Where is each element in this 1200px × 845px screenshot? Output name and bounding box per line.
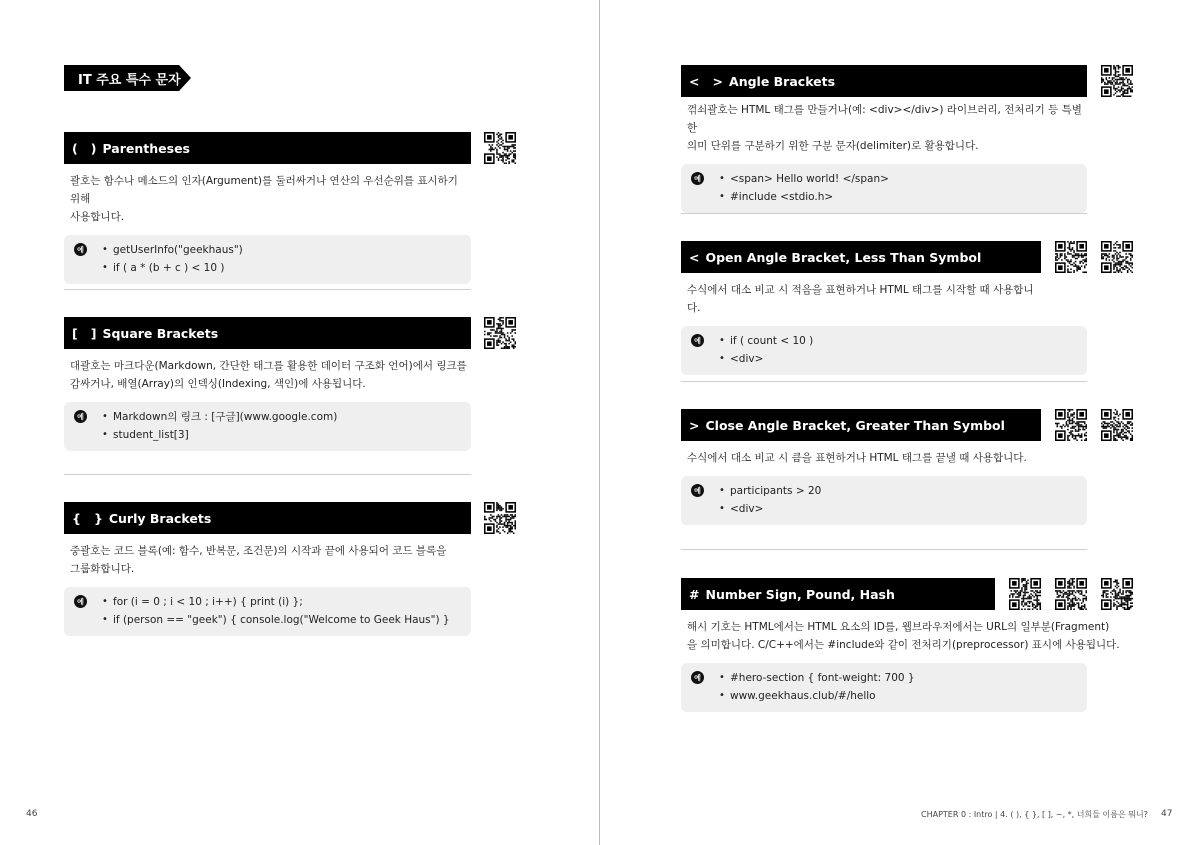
- example-item: • #hero-section { font-weight: 700 }: [719, 669, 1077, 687]
- left-page: [0, 0, 599, 845]
- section-header: [64, 502, 471, 534]
- example-item: • #include <stdio.h>: [719, 188, 1077, 206]
- qr-code-icon[interactable]: [1101, 65, 1133, 97]
- section-parentheses: [64, 132, 471, 284]
- section-title: Number Sign, Pound, Hash: [705, 586, 895, 602]
- qr-code-icon[interactable]: [1055, 241, 1087, 273]
- qr-code-icon[interactable]: [1101, 578, 1133, 610]
- section-angle-brackets: [681, 65, 1087, 213]
- example-badge-icon: 예: [74, 595, 87, 608]
- example-box: [681, 476, 1087, 525]
- section-curly-brackets: [64, 502, 471, 636]
- section-symbol: #: [689, 586, 700, 602]
- description-line: 을 의미합니다. C/C++에서는 #include와 같이 전처리기(preprocessor) 표시에 사용됩니다.: [687, 639, 1120, 651]
- example-badge-icon: 예: [691, 172, 704, 185]
- example-badge-icon: 예: [691, 334, 704, 347]
- section-description: [687, 618, 1120, 654]
- qr-code-icon[interactable]: [1101, 409, 1133, 441]
- example-item: • www.geekhaus.club/#/hello: [719, 687, 1077, 705]
- section-header: [64, 317, 471, 349]
- section-symbol: <: [689, 249, 700, 265]
- description-line: 괄호는 함수나 메소드의 인자(Argument)를 둘러싸거나 연산의 우선순위를 표시하기 위해: [70, 175, 458, 205]
- description-line: 그룹화합니다.: [70, 563, 135, 575]
- example-box: [681, 164, 1087, 213]
- section-description: [70, 172, 471, 226]
- qr-code-icon[interactable]: [1055, 578, 1087, 610]
- section-open-angle-bracket: [681, 241, 1041, 375]
- example-list: [691, 482, 1077, 518]
- example-item: • if ( a * (b + c ) < 10 ): [102, 259, 461, 277]
- example-box: [64, 587, 471, 636]
- right-page: [600, 0, 1200, 845]
- section-divider: [681, 549, 1087, 550]
- section-title: Open Angle Bracket, Less Than Symbol: [705, 249, 982, 265]
- description-line: 꺾쇠괄호는 HTML 태그를 만들거나(예: <div></div>) 라이브러리, 전처리기 등 특별한: [687, 104, 1082, 134]
- section-title: Angle Brackets: [729, 73, 836, 89]
- example-box: [681, 663, 1087, 712]
- page-number: 47: [1161, 809, 1173, 819]
- section-title: Close Angle Bracket, Greater Than Symbol: [705, 417, 1005, 433]
- page-number: 46: [26, 809, 38, 819]
- section-header: [681, 65, 1087, 97]
- qr-code-icon[interactable]: [1009, 578, 1041, 610]
- section-description: [687, 101, 1087, 155]
- example-item: • student_list[3]: [102, 426, 461, 444]
- example-badge-icon: 예: [691, 671, 704, 684]
- description-line: 해시 기호는 HTML에서는 HTML 요소의 ID를, 웹브라우저에서는 URL의 일부분(Fragment): [687, 621, 1110, 633]
- example-item: • for (i = 0 ; i < 10 ; i++) { print (i) };: [102, 593, 461, 611]
- qr-code-icon[interactable]: [1055, 409, 1087, 441]
- section-symbol: >: [689, 417, 700, 433]
- example-item: • participants > 20: [719, 482, 1077, 500]
- section-divider: [681, 213, 1087, 214]
- description-line: 감싸거나, 배열(Array)의 인덱싱(Indexing, 색인)에 사용됩니다.: [70, 378, 366, 390]
- example-box: [681, 326, 1087, 375]
- description-line: 대괄호는 마크다운(Markdown, 간단한 태그를 활용한 데이터 구조화 언어)에서 링크를: [70, 360, 467, 372]
- section-header: [681, 241, 1041, 273]
- description-line: 중괄호는 코드 블록(예: 함수, 반복문, 조건문)의 시작과 끝에 사용되어 코드 블록을: [70, 545, 447, 557]
- chapter-footer: CHAPTER 0 : Intro | 4. ( ), { }, [ ], ~, *, 너희들 이름은 뭐니?: [921, 810, 1148, 819]
- example-item: • if ( count < 10 ): [719, 332, 1077, 350]
- example-badge-icon: 예: [74, 243, 87, 256]
- section-divider: [64, 474, 471, 475]
- section-header: [64, 132, 471, 164]
- example-box: [64, 235, 471, 284]
- qr-code-icon[interactable]: [484, 317, 516, 349]
- example-item: • getUserInfo("geekhaus"): [102, 241, 461, 259]
- section-divider: [681, 381, 1087, 382]
- description-line: 수식에서 대소 비교 시 적음을 표현하거나 HTML 태그를 시작할 때 사용합니다.: [687, 284, 1034, 314]
- section-symbol: < >: [689, 73, 724, 89]
- section-description: [687, 281, 1041, 317]
- example-box: [64, 402, 471, 451]
- description-line: 수식에서 대소 비교 시 큼을 표현하거나 HTML 태그를 끝낼 때 사용합니다.: [687, 452, 1027, 464]
- section-symbol: ( ): [72, 140, 97, 156]
- example-item: • <span> Hello world! </span>: [719, 170, 1077, 188]
- section-header: [681, 409, 1041, 441]
- section-title: Parentheses: [102, 140, 190, 156]
- chapter-tag: [64, 65, 191, 91]
- section-number-sign: [681, 578, 1120, 712]
- section-symbol: [ ]: [72, 325, 97, 341]
- example-item: • if (person == "geek") { console.log("Welcome to Geek Haus") }: [102, 611, 461, 629]
- section-square-brackets: [64, 317, 471, 451]
- example-list: [74, 408, 461, 444]
- section-close-angle-bracket: [681, 409, 1041, 525]
- description-line: 의미 단위를 구분하기 위한 구분 문자(delimiter)로 활용합니다.: [687, 140, 979, 152]
- example-item: • <div>: [719, 500, 1077, 518]
- example-list: [691, 170, 1077, 206]
- description-line: 사용합니다.: [70, 211, 125, 223]
- section-header: [681, 578, 995, 610]
- example-list: [74, 241, 461, 277]
- qr-code-icon[interactable]: [1101, 241, 1133, 273]
- section-description: [70, 357, 471, 393]
- chapter-tag-label: IT 주요 특수 문자: [78, 73, 181, 88]
- example-list: [691, 332, 1077, 368]
- section-title: Square Brackets: [102, 325, 219, 341]
- example-badge-icon: 예: [691, 484, 704, 497]
- section-title: Curly Brackets: [108, 510, 212, 526]
- qr-code-icon[interactable]: [484, 132, 516, 164]
- example-list: [691, 669, 1077, 705]
- example-item: • <div>: [719, 350, 1077, 368]
- section-description: [687, 449, 1041, 467]
- section-description: [70, 542, 471, 578]
- example-badge-icon: 예: [74, 410, 87, 423]
- example-item: • Markdown의 링크 : [구글](www.google.com): [102, 408, 461, 426]
- example-list: [74, 593, 461, 629]
- section-symbol: { }: [72, 510, 103, 526]
- section-divider: [64, 289, 471, 290]
- qr-code-icon[interactable]: [484, 502, 516, 534]
